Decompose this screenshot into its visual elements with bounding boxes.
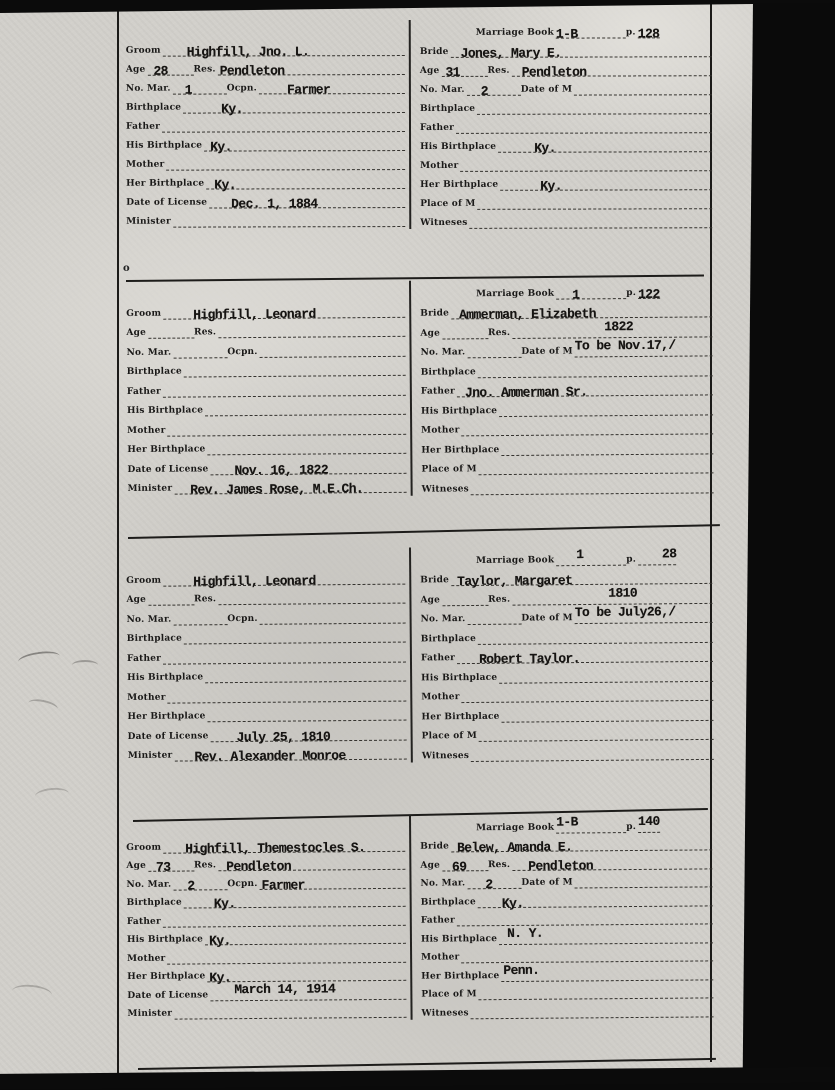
res-label: Res. xyxy=(487,327,511,338)
his-birthplace-value: Ky. xyxy=(210,139,232,155)
father-label: Father xyxy=(420,653,456,664)
witnesses-row xyxy=(422,740,714,762)
her-birthplace-label: Her Birthplace xyxy=(126,178,205,189)
no-mar-value: 2 xyxy=(187,877,195,894)
her-birthplace-label: Her Birthplace xyxy=(127,971,206,982)
birthplace-label: Birthplace xyxy=(125,102,182,113)
her-birthplace-label: Her Birthplace xyxy=(127,711,206,722)
res-value: Pendleton xyxy=(226,858,292,875)
card-left-border xyxy=(117,10,119,1076)
no-mar-label: No. Mar. xyxy=(420,347,466,358)
age-label: Age xyxy=(125,64,146,75)
groom-label: Groom xyxy=(126,575,162,586)
age-res-row xyxy=(125,56,405,79)
groom-column xyxy=(126,816,407,1022)
his-birthplace-label: His Birthplace xyxy=(420,933,498,945)
his-birthplace-value: Ky. xyxy=(534,140,556,156)
res-label: Res. xyxy=(487,859,511,870)
ocpn-label: Ocpn. xyxy=(227,613,258,624)
dotted-leader xyxy=(259,869,405,893)
his-birthplace-row xyxy=(420,133,712,156)
dotted-leader xyxy=(206,169,405,193)
bride-name-value: Taylor, Margaret xyxy=(457,573,573,590)
bride-column xyxy=(409,813,714,1019)
groom-name-value: Highfill, Leonard xyxy=(193,572,316,589)
her-birthplace-label: Her Birthplace xyxy=(421,970,500,982)
res-value: Pendleton xyxy=(528,857,594,874)
ocpn-label: Ocpn. xyxy=(227,878,258,889)
page-value: 28 xyxy=(661,545,677,561)
dotted-leader xyxy=(555,18,626,42)
marriage-record-card xyxy=(126,19,713,230)
dotted-leader xyxy=(638,544,677,565)
her-birthplace-label: Her Birthplace xyxy=(127,444,206,455)
her-birthplace-value: Penn. xyxy=(503,962,540,978)
place-of-m-label: Place of M xyxy=(421,730,478,742)
birthplace-row xyxy=(125,94,405,117)
mother-row xyxy=(126,151,405,171)
dotted-leader xyxy=(209,188,405,212)
dotted-leader xyxy=(147,56,193,79)
no-mar-label: No. Mar. xyxy=(125,83,171,94)
dotted-leader xyxy=(183,93,405,117)
her-birthplace-value: Ky. xyxy=(214,177,236,193)
dotted-leader xyxy=(173,604,227,625)
father-label: Father xyxy=(126,386,161,397)
his-birthplace-label: His Birthplace xyxy=(126,405,204,416)
his-birthplace-label: His Birthplace xyxy=(420,141,497,152)
minister-label: Minister xyxy=(127,750,173,761)
birthplace-label: Birthplace xyxy=(126,897,182,908)
dotted-leader xyxy=(467,76,521,99)
marriage-book-label: Marriage Book xyxy=(476,822,555,833)
no-mar-value: 1 xyxy=(184,82,192,98)
book-value: 1-B xyxy=(555,26,578,42)
mother-label: Mother xyxy=(421,692,460,703)
birthplace-label: Birthplace xyxy=(126,366,182,377)
date-of-license-label: Date of License xyxy=(126,197,208,208)
age-label: Age xyxy=(126,594,147,605)
date-of-m-label: Date of M xyxy=(521,346,573,357)
dotted-leader xyxy=(148,585,194,606)
dotted-leader xyxy=(469,208,712,229)
his-birthplace-label: His Birthplace xyxy=(420,405,498,417)
minister-row xyxy=(127,473,407,498)
marriage-book-label: Marriage Book xyxy=(475,27,554,38)
witnesses-row xyxy=(422,473,714,495)
dotted-leader xyxy=(471,739,714,762)
dotted-leader xyxy=(467,604,521,625)
date-of-license-row xyxy=(126,189,405,212)
her-birthplace-row xyxy=(126,170,405,193)
res-label: Res. xyxy=(193,64,216,75)
groom-name-value: Highfill, Themestocles S. xyxy=(185,839,366,857)
bride-column xyxy=(409,278,714,495)
age-label: Age xyxy=(420,328,441,339)
father-label: Father xyxy=(125,121,161,132)
date-of-license-label: Date of License xyxy=(127,989,209,1001)
her-birthplace-value: Ky. xyxy=(540,178,562,194)
her-birthplace-value: Ky. xyxy=(209,970,232,986)
dotted-leader xyxy=(173,207,405,228)
date-of-m-label: Date of M xyxy=(520,84,573,95)
age-value: 69 xyxy=(451,858,467,874)
father-label: Father xyxy=(420,915,455,926)
dotted-leader xyxy=(637,18,660,42)
corner-mark: o xyxy=(123,263,130,274)
page-label: p. xyxy=(626,287,637,298)
groom-name-value: Highfill, Leonard xyxy=(193,306,316,322)
bride-name-value: Ammerman, Elizabeth xyxy=(458,306,596,323)
dotted-leader xyxy=(173,75,227,98)
birthplace-value: Ky. xyxy=(501,895,524,911)
no-mar-value: 2 xyxy=(480,83,488,99)
mother-label: Mother xyxy=(421,425,460,436)
dotted-leader xyxy=(451,37,712,61)
dotted-leader xyxy=(638,278,660,302)
dotted-leader xyxy=(575,868,713,889)
her-birthplace-label: Her Birthplace xyxy=(420,179,499,190)
res-year-note: 1822 xyxy=(604,318,634,334)
birthplace-value: Ky. xyxy=(213,896,236,912)
age-value: 28 xyxy=(153,63,168,79)
minister-value: Rev. Alexander Monroe xyxy=(194,748,346,765)
birthplace-value: Ky. xyxy=(221,101,243,117)
dotted-leader xyxy=(173,870,227,894)
dotted-leader xyxy=(498,132,712,156)
marriage-book-row xyxy=(420,19,712,42)
page-value: 140 xyxy=(637,813,660,829)
dotted-leader xyxy=(166,150,405,171)
mother-label: Mother xyxy=(127,425,166,436)
dotted-leader xyxy=(174,472,407,498)
mother-label: Mother xyxy=(127,692,166,703)
age-value: 31 xyxy=(445,64,460,80)
dotted-leader xyxy=(467,337,521,358)
age-label: Age xyxy=(420,860,441,871)
father-label: Father xyxy=(420,386,456,397)
dotted-leader xyxy=(204,131,405,155)
place-of-m-row xyxy=(420,190,712,210)
dotted-leader xyxy=(477,189,712,210)
witnesses-row xyxy=(421,998,713,1019)
minister-row xyxy=(127,999,406,1020)
dotted-leader xyxy=(174,998,407,1019)
age-label: Age xyxy=(126,327,147,338)
dotted-leader xyxy=(162,112,405,133)
birthplace-label: Birthplace xyxy=(420,366,476,378)
marriage-record-card xyxy=(126,545,714,765)
dotted-leader xyxy=(148,318,194,339)
bride-label: Bride xyxy=(419,46,449,57)
birthplace-label: Birthplace xyxy=(420,633,477,644)
dotted-leader xyxy=(574,75,712,95)
dotted-leader xyxy=(556,545,626,566)
marriage-book-label: Marriage Book xyxy=(476,288,555,299)
mother-label: Mother xyxy=(421,952,460,963)
groom-column xyxy=(126,281,407,498)
father-label: Father xyxy=(126,653,162,664)
dotted-leader xyxy=(477,94,712,115)
book-value: 1 xyxy=(576,546,584,562)
place-of-m-label: Place of M xyxy=(421,989,477,1000)
no-mar-label: No. Mar. xyxy=(419,84,465,95)
father-value: Robert Taylor. xyxy=(479,651,580,667)
bride-label: Bride xyxy=(420,841,450,852)
dotted-leader xyxy=(260,603,406,625)
age-label: Age xyxy=(420,594,441,605)
his-birthplace-label: His Birthplace xyxy=(126,934,204,945)
res-year-note: 1810 xyxy=(608,585,638,601)
her-birthplace-label: Her Birthplace xyxy=(421,711,500,722)
nomar-ocpn-row xyxy=(125,75,405,98)
no-mar-label: No. Mar. xyxy=(126,879,172,890)
no-mar-label: No. Mar. xyxy=(420,614,466,625)
date-of-license-value: Dec. 1, 1884 xyxy=(231,196,318,212)
place-of-m-label: Place of M xyxy=(420,198,476,209)
ocpn-value: Farmer xyxy=(261,877,305,893)
dotted-leader xyxy=(467,869,521,893)
dotted-leader xyxy=(471,472,714,494)
page-label: p. xyxy=(625,27,636,38)
her-birthplace-label: Her Birthplace xyxy=(421,444,500,456)
mother-label: Mother xyxy=(126,159,165,170)
dotted-leader xyxy=(442,318,488,339)
dotted-leader xyxy=(638,813,660,833)
marriage-record-card xyxy=(126,813,714,1021)
father-label: Father xyxy=(126,916,161,927)
dotted-leader xyxy=(575,602,713,624)
book-value: 1-B xyxy=(556,813,578,830)
page-label: p. xyxy=(626,554,637,565)
ocpn-label: Ocpn. xyxy=(226,83,257,94)
minister-row xyxy=(127,740,407,765)
dotted-leader xyxy=(218,316,405,338)
witnesses-row xyxy=(420,209,712,229)
groom-label: Groom xyxy=(126,842,162,853)
bride-label: Bride xyxy=(420,575,450,586)
bride-name-row xyxy=(419,38,712,61)
dotted-leader xyxy=(500,170,712,194)
date-of-license-value: Nov. 16, 1822 xyxy=(234,461,329,478)
page-label: p. xyxy=(626,821,637,832)
res-label: Res. xyxy=(487,65,510,76)
res-value: Pendleton xyxy=(521,64,587,80)
date-of-m-value: To be Nov.17,/ xyxy=(574,337,676,354)
minister-label: Minister xyxy=(127,483,173,494)
res-value: Pendleton xyxy=(219,63,285,79)
age-label: Age xyxy=(419,65,440,76)
ocpn-label: Ocpn. xyxy=(227,346,258,357)
dotted-leader xyxy=(260,336,406,358)
res-label: Res. xyxy=(193,594,217,605)
res-label: Res. xyxy=(193,327,217,338)
dotted-leader xyxy=(163,36,405,60)
groom-column xyxy=(126,548,407,765)
ocpn-value: Farmer xyxy=(286,82,331,98)
dotted-leader xyxy=(460,151,712,172)
no-mar-label: No. Mar. xyxy=(126,347,172,358)
date-of-license-label: Date of License xyxy=(127,730,209,742)
mother-row xyxy=(420,152,712,172)
bride-label: Bride xyxy=(420,308,450,319)
groom-label: Groom xyxy=(126,308,162,319)
date-of-license-value: July 25, 1810 xyxy=(236,728,331,745)
dotted-leader xyxy=(441,57,487,80)
his-birthplace-value: N. Y. xyxy=(506,925,544,941)
dotted-leader xyxy=(148,852,194,875)
age-value: 73 xyxy=(155,859,171,875)
his-birthplace-value: Ky. xyxy=(209,933,231,949)
dotted-leader xyxy=(556,278,626,302)
scan-edge-right xyxy=(743,0,835,1083)
dotted-leader xyxy=(575,336,713,358)
witnesses-label: Witneses xyxy=(421,750,470,761)
date-of-license-label: Date of License xyxy=(127,463,209,475)
book-value: 1 xyxy=(572,286,580,302)
page-value: 122 xyxy=(638,286,660,302)
his-birthplace-row xyxy=(126,132,405,155)
bride-name-value: Jones, Mary E. xyxy=(460,45,562,61)
father-value: Jno. Ammerman Sr. xyxy=(464,384,588,401)
his-birthplace-label: His Birthplace xyxy=(421,672,498,683)
birthplace-label: Birthplace xyxy=(126,633,183,644)
date-of-m-value: To be July26,/ xyxy=(574,604,676,621)
dotted-leader xyxy=(218,55,405,79)
dotted-leader xyxy=(173,337,227,358)
minister-value: Rev. James Rose, M.E.Ch. xyxy=(190,481,364,498)
father-label: Father xyxy=(419,122,455,133)
dotted-leader xyxy=(456,113,712,134)
date-of-m-label: Date of M xyxy=(521,877,573,888)
age-label: Age xyxy=(126,860,147,871)
no-mar-label: No. Mar. xyxy=(126,614,172,625)
page-value: 128 xyxy=(637,26,660,42)
minister-label: Minister xyxy=(126,216,171,227)
groom-name-value: Highfill, Jno. L. xyxy=(186,44,310,60)
age-res-row xyxy=(419,57,712,80)
his-birthplace-label: His Birthplace xyxy=(127,672,204,683)
witnesses-label: Witneses xyxy=(421,483,469,495)
dotted-leader xyxy=(259,74,405,98)
minister-row xyxy=(126,208,405,228)
date-of-m-label: Date of M xyxy=(521,613,573,624)
father-row xyxy=(420,114,712,134)
dotted-leader xyxy=(174,739,407,765)
marriage-book-label: Marriage Book xyxy=(476,554,555,566)
place-of-m-label: Place of M xyxy=(421,464,477,475)
groom-column xyxy=(126,20,406,230)
res-label: Res. xyxy=(488,594,511,605)
no-mar-label: No. Mar. xyxy=(420,878,466,889)
dotted-leader xyxy=(556,813,626,833)
dotted-leader xyxy=(442,851,488,874)
nomar-dateofm-row xyxy=(419,76,712,99)
groom-name-row xyxy=(125,37,405,60)
groom-label: Groom xyxy=(125,45,161,56)
father-row xyxy=(126,113,405,133)
witnesses-label: Witneses xyxy=(421,1007,469,1019)
dotted-leader xyxy=(512,56,712,80)
date-of-license-value: March 14, 1914 xyxy=(234,980,336,997)
bride-name-value: Belew, Amanda E. xyxy=(456,839,573,856)
her-birthplace-row xyxy=(420,171,712,194)
witnesses-label: Witneses xyxy=(420,217,468,228)
birthplace-label: Birthplace xyxy=(419,103,476,114)
minister-label: Minister xyxy=(127,1008,173,1019)
birthplace-label: Birthplace xyxy=(420,896,476,908)
no-mar-value: 2 xyxy=(485,877,493,893)
dotted-leader xyxy=(442,585,488,606)
res-label: Res. xyxy=(193,860,217,871)
dotted-leader xyxy=(471,997,714,1018)
bride-column xyxy=(409,19,713,229)
bride-column xyxy=(409,545,714,762)
margin-smudge xyxy=(72,660,98,670)
mother-label: Mother xyxy=(127,953,166,964)
his-birthplace-label: His Birthplace xyxy=(126,140,203,151)
mother-label: Mother xyxy=(420,160,459,171)
marriage-record-card xyxy=(126,278,714,497)
birthplace-row xyxy=(420,95,712,115)
